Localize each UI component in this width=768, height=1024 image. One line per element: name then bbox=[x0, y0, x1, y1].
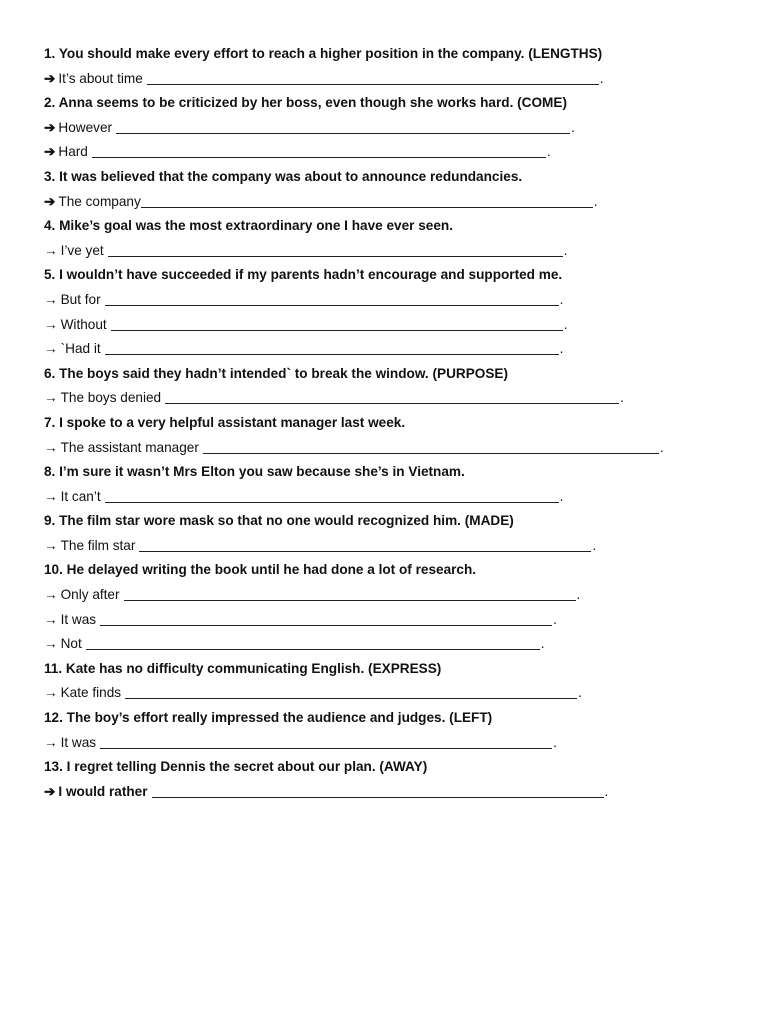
arrow-icon: → bbox=[44, 611, 58, 627]
answer-line bbox=[44, 315, 744, 340]
answer-line bbox=[44, 683, 744, 708]
question-12 bbox=[44, 708, 744, 733]
answer-end: . bbox=[620, 390, 624, 406]
question-text: 10. He delayed writing the book until he had done a lot of research. bbox=[44, 562, 477, 578]
arrow-icon: ➔ bbox=[44, 70, 56, 86]
answer-end: . bbox=[576, 587, 581, 603]
answer-end: . bbox=[659, 439, 664, 455]
answer-prompt: But for bbox=[60, 291, 101, 307]
answer-prompt: It’s about time bbox=[58, 70, 143, 86]
question-5 bbox=[44, 265, 744, 290]
answer-blank[interactable] bbox=[108, 241, 563, 257]
arrow-icon: → bbox=[44, 316, 58, 332]
answer-end: . bbox=[578, 685, 582, 701]
answer-prompt: Without bbox=[60, 316, 107, 332]
question-1 bbox=[44, 44, 744, 69]
answer-prompt: The company bbox=[58, 193, 141, 209]
answer-line bbox=[44, 69, 744, 94]
arrow-icon: → bbox=[44, 341, 58, 357]
answer-blank[interactable] bbox=[203, 438, 659, 454]
answer-end: . bbox=[592, 537, 597, 553]
question-7 bbox=[44, 413, 744, 438]
arrow-icon: → bbox=[44, 685, 58, 701]
answer-end: . bbox=[593, 193, 598, 209]
answer-line bbox=[44, 536, 744, 561]
answer-prompt: Not bbox=[60, 636, 82, 652]
answer-line bbox=[44, 388, 744, 413]
answer-blank[interactable] bbox=[105, 339, 559, 355]
answer-end: . bbox=[563, 242, 568, 258]
question-3 bbox=[44, 167, 744, 192]
question-text: 3. It was believed that the company was about to announce redundancies. bbox=[44, 168, 523, 184]
answer-blank[interactable] bbox=[86, 634, 540, 650]
answer-line bbox=[44, 610, 744, 635]
answer-blank[interactable] bbox=[125, 683, 577, 699]
question-text: 4. Mike’s goal was the most extraordinary one I have ever seen. bbox=[44, 218, 453, 234]
question-text: 12. The boy’s effort really impressed the audience and judges. (LEFT) bbox=[44, 710, 493, 726]
question-11 bbox=[44, 659, 744, 684]
question-4 bbox=[44, 216, 744, 241]
answer-end: . bbox=[604, 783, 609, 799]
answer-prompt: However bbox=[58, 119, 113, 135]
answer-line bbox=[44, 438, 744, 463]
answer-end: . bbox=[571, 119, 575, 135]
question-13 bbox=[44, 757, 744, 782]
answer-end: . bbox=[563, 316, 568, 332]
answer-end: . bbox=[599, 70, 604, 86]
answer-blank[interactable] bbox=[139, 536, 591, 552]
arrow-icon: → bbox=[44, 291, 58, 307]
question-2 bbox=[44, 93, 744, 118]
answer-line bbox=[44, 782, 744, 807]
question-text: 2. Anna seems to be criticized by her boss, even though she works hard. (COME) bbox=[44, 95, 567, 111]
answer-blank[interactable] bbox=[116, 118, 570, 134]
arrow-icon: ➔ bbox=[44, 119, 56, 135]
answer-blank[interactable] bbox=[105, 290, 559, 306]
question-9 bbox=[44, 511, 744, 536]
arrow-icon: ➔ bbox=[44, 193, 56, 209]
question-text: 8. I’m sure it wasn’t Mrs Elton you saw because she’s in Vietnam. bbox=[44, 464, 465, 480]
answer-line bbox=[44, 192, 744, 217]
arrow-icon: → bbox=[44, 636, 58, 652]
question-text: 7. I spoke to a very helpful assistant manager last week. bbox=[44, 414, 406, 430]
answer-prompt: It was bbox=[60, 734, 97, 750]
question-8 bbox=[44, 462, 744, 487]
answer-line bbox=[44, 339, 744, 364]
answer-line bbox=[44, 634, 744, 659]
answer-prompt: I would rather bbox=[58, 783, 148, 799]
arrow-icon: → bbox=[44, 242, 58, 258]
answer-end: . bbox=[553, 734, 557, 750]
answer-line bbox=[44, 487, 744, 512]
answer-blank[interactable] bbox=[92, 142, 546, 158]
answer-end: . bbox=[546, 144, 551, 160]
answer-prompt: Kate finds bbox=[60, 685, 122, 701]
answer-blank[interactable] bbox=[111, 315, 563, 331]
answer-blank[interactable] bbox=[152, 782, 604, 798]
question-10 bbox=[44, 560, 744, 585]
question-text: 11. Kate has no difficulty communicating English. (EXPRESS) bbox=[44, 660, 442, 676]
answer-line bbox=[44, 241, 744, 266]
answer-prompt: The film star bbox=[60, 537, 136, 553]
answer-prompt: `Had it bbox=[60, 341, 101, 357]
answer-blank[interactable] bbox=[105, 487, 559, 503]
arrow-icon: ➔ bbox=[44, 783, 56, 799]
answer-prompt: It can’t bbox=[60, 488, 101, 504]
answer-end: . bbox=[540, 636, 545, 652]
answer-blank[interactable] bbox=[165, 388, 619, 404]
answer-prompt: It was bbox=[60, 611, 97, 627]
answer-prompt: I’ve yet bbox=[60, 242, 104, 258]
answer-line bbox=[44, 585, 744, 610]
question-text: 13. I regret telling Dennis the secret about our plan. (AWAY) bbox=[44, 759, 428, 775]
answer-blank[interactable] bbox=[147, 69, 599, 85]
answer-line bbox=[44, 733, 744, 758]
answer-blank[interactable] bbox=[100, 610, 552, 626]
answer-prompt: Only after bbox=[60, 587, 120, 603]
answer-blank[interactable] bbox=[124, 585, 576, 601]
answer-end: . bbox=[553, 611, 557, 627]
answer-prompt: The assistant manager bbox=[60, 439, 199, 455]
worksheet bbox=[44, 44, 744, 806]
answer-line bbox=[44, 290, 744, 315]
answer-end: . bbox=[559, 291, 564, 307]
arrow-icon: → bbox=[44, 390, 58, 406]
arrow-icon: → bbox=[44, 587, 58, 603]
question-6 bbox=[44, 364, 744, 389]
answer-blank[interactable] bbox=[141, 192, 593, 208]
question-text: 1. You should make every effort to reach a higher position in the company. (LENGTHS) bbox=[44, 46, 603, 61]
arrow-icon: ➔ bbox=[44, 144, 56, 160]
answer-line bbox=[44, 142, 744, 167]
answer-end: . bbox=[559, 341, 564, 357]
answer-prompt: Hard bbox=[58, 144, 88, 160]
question-text: 5. I wouldn’t have succeeded if my parents hadn’t encourage and supported me. bbox=[44, 267, 563, 283]
question-text: 9. The film star wore mask so that no one would recognized him. (MADE) bbox=[44, 513, 514, 529]
arrow-icon: → bbox=[44, 488, 58, 504]
arrow-icon: → bbox=[44, 734, 58, 750]
arrow-icon: → bbox=[44, 439, 58, 455]
answer-blank[interactable] bbox=[100, 733, 552, 749]
answer-end: . bbox=[559, 488, 564, 504]
arrow-icon: → bbox=[44, 537, 58, 553]
answer-line bbox=[44, 118, 744, 143]
answer-prompt: The boys denied bbox=[60, 390, 162, 406]
question-text: 6. The boys said they hadn’t intended` to break the window. (PURPOSE) bbox=[44, 365, 508, 381]
